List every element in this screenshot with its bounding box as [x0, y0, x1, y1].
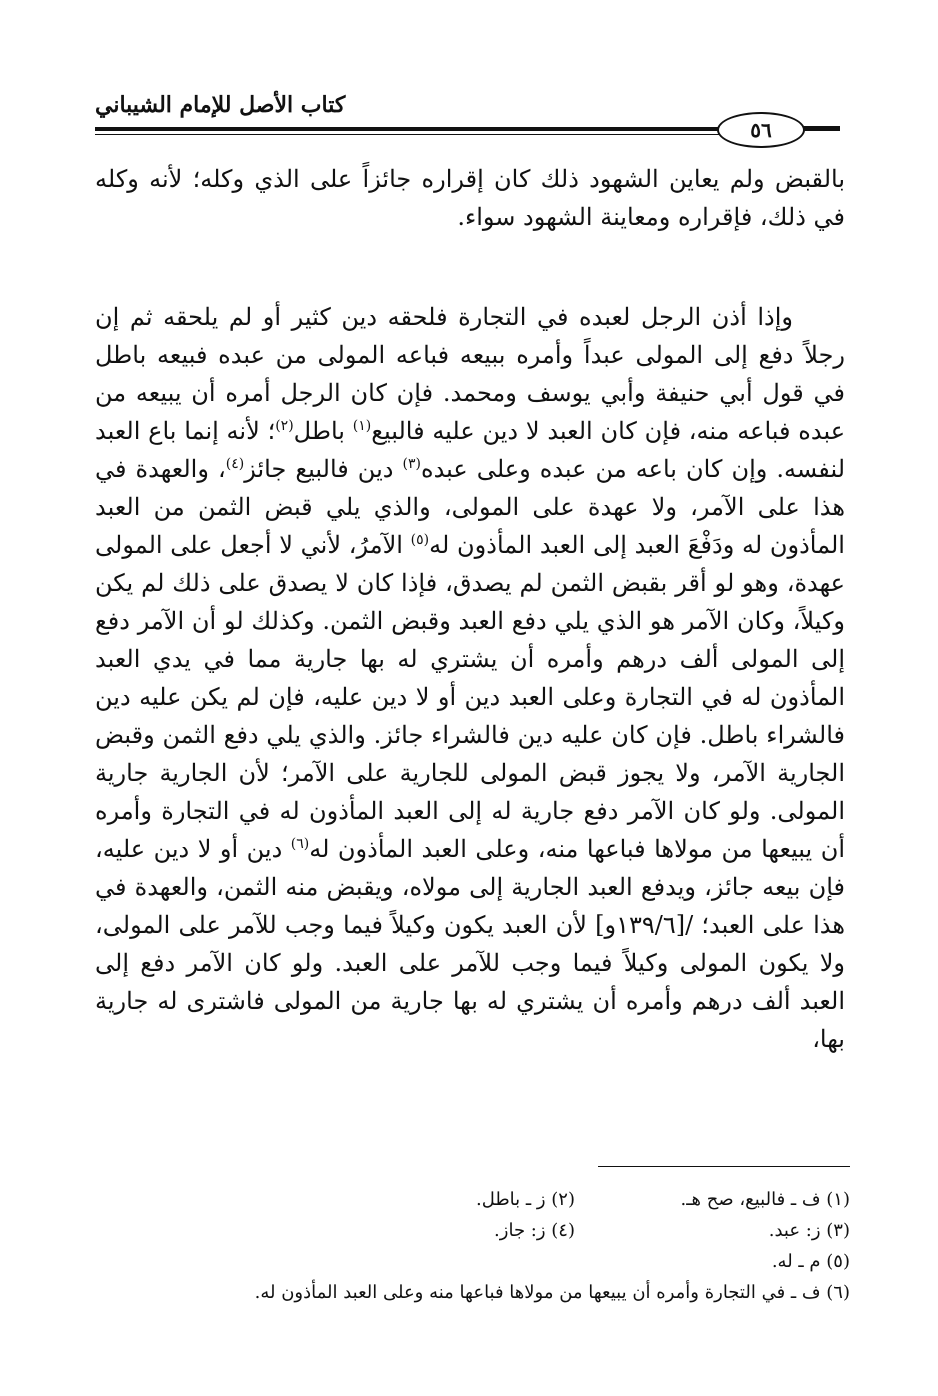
- book-title: كتاب الأصل للإمام الشيباني: [95, 92, 346, 118]
- footnote-marker-5[interactable]: (٥): [410, 532, 430, 548]
- footnote-marker-2[interactable]: (٢): [275, 418, 294, 434]
- footnote-5: (٥) م ـ له.: [771, 1251, 850, 1272]
- header-rule: [95, 127, 720, 131]
- paragraph-2-text: دين أو لا دين عليه، فإن بيعه جائز، ويدفع العبد الجارية إلى مولاه، ويقبض منه الثمن، والعهدة في هذا على العبد؛ /[١٣٩/٦و] لأن العبد يكون وكيلاً فيما وجب للآمر على المولى، ولا يكون المولى وكيلاً فيما وجب للآمر على العبد. ولو كان الآمر دفع إلى العبد ألف درهم وأمره أن يشتري له بها جارية من المولى فاشترى له جارية بها،: [95, 835, 846, 1053]
- footnote-3: (٣) ز: عبد.: [768, 1220, 850, 1241]
- footnotes: [160, 1184, 850, 1308]
- footnote-marker-3[interactable]: (٣): [402, 456, 421, 472]
- footnote-row: [160, 1246, 850, 1277]
- footnote-4: (٤) ز: جاز.: [494, 1220, 575, 1241]
- paragraph-2-text: ، والعهدة في هذا على الآمر، ولا عهدة على المولى، والذي يلي قبض الثمن من العبد المأذون له ودَفْعَ العبد إلى العبد المأذون له: [95, 455, 845, 559]
- paragraph-2-text: الآمرُ، لأني لا أجعل على المولى عهدة، وهو لو أقر بقبض الثمن لم يصدق، فإذا كان لا يصدق على ذلك لم يكن وكيلاً، وكان الآمر هو الذي يلي دفع العبد وقبض الثمن. وكذلك لو أن الآمر دفع إلى المولى ألف درهم وأمره أن يشتري له بها جارية مما في يدي العبد المأذون له في التجارة وعلى العبد دين أو لا دين عليه، فإن لم يكن عليه دين فالشراء باطل. فإن كان عليه دين فالشراء جائز. والذي يلي دفع الثمن وقبض الجارية الآمر، ولا يجوز قبض المولى للجارية على الآمر؛ لأن الجارية جارية المولى. ولو كان الآمر دفع جارية له إلى العبد المأذون له في التجارة وأمره أن يبيعها من مولاها فباعها منه، وعلى العبد المأذون له: [95, 531, 846, 863]
- paragraph-2-text: باطل: [293, 417, 353, 445]
- footnote-1: (١) ف ـ فالبيع، صح هـ.: [680, 1189, 850, 1210]
- footnote-marker-4[interactable]: (٤): [225, 456, 245, 472]
- paragraph-2-text: دين فالبيع جائز: [244, 455, 403, 483]
- paragraph-2: [95, 298, 845, 1058]
- footnote-row: [160, 1184, 850, 1215]
- header-rule-thin: [95, 134, 720, 135]
- footnote-marker-1[interactable]: (١): [352, 418, 372, 434]
- footnote-2: (٢) ز ـ باطل.: [475, 1189, 575, 1210]
- paragraph-1: بالقبض ولم يعاين الشهود ذلك كان إقراره جائزاً على الذي وكله؛ لأنه وكله في ذلك، فإقراره ومعاينة الشهود سواء.: [95, 165, 845, 231]
- paragraph-2-text: وإذا أذن الرجل لعبده في التجارة فلحقه دين كثير أو لم يلحقه ثم إن رجلاً دفع إلى المولى عبداً وأمره ببيعه فباعه المولى من عبده فبيعه باطل في قول أبي حنيفة وأبي يوسف ومحمد. فإن كان الرجل أمره أن يبيعه من عبده فباعه منه، فإن كان العبد لا دين عليه فالبيع: [95, 303, 846, 445]
- footnote-6: (٦) ف ـ في التجارة وأمره أن يبيعها من مولاها فباعها منه وعلى العبد المأذون له.: [254, 1282, 850, 1303]
- footnote-marker-6[interactable]: (٦): [290, 836, 310, 852]
- footnote-row: [160, 1215, 850, 1246]
- paragraph-2-text: ؛ لأنه إنما باع العبد لنفسه. وإن كان باعه من عبده وعلى عبده: [95, 417, 845, 483]
- page-number: ٥٦: [717, 112, 805, 148]
- footnote-separator: [598, 1166, 850, 1167]
- page-header: [95, 92, 840, 152]
